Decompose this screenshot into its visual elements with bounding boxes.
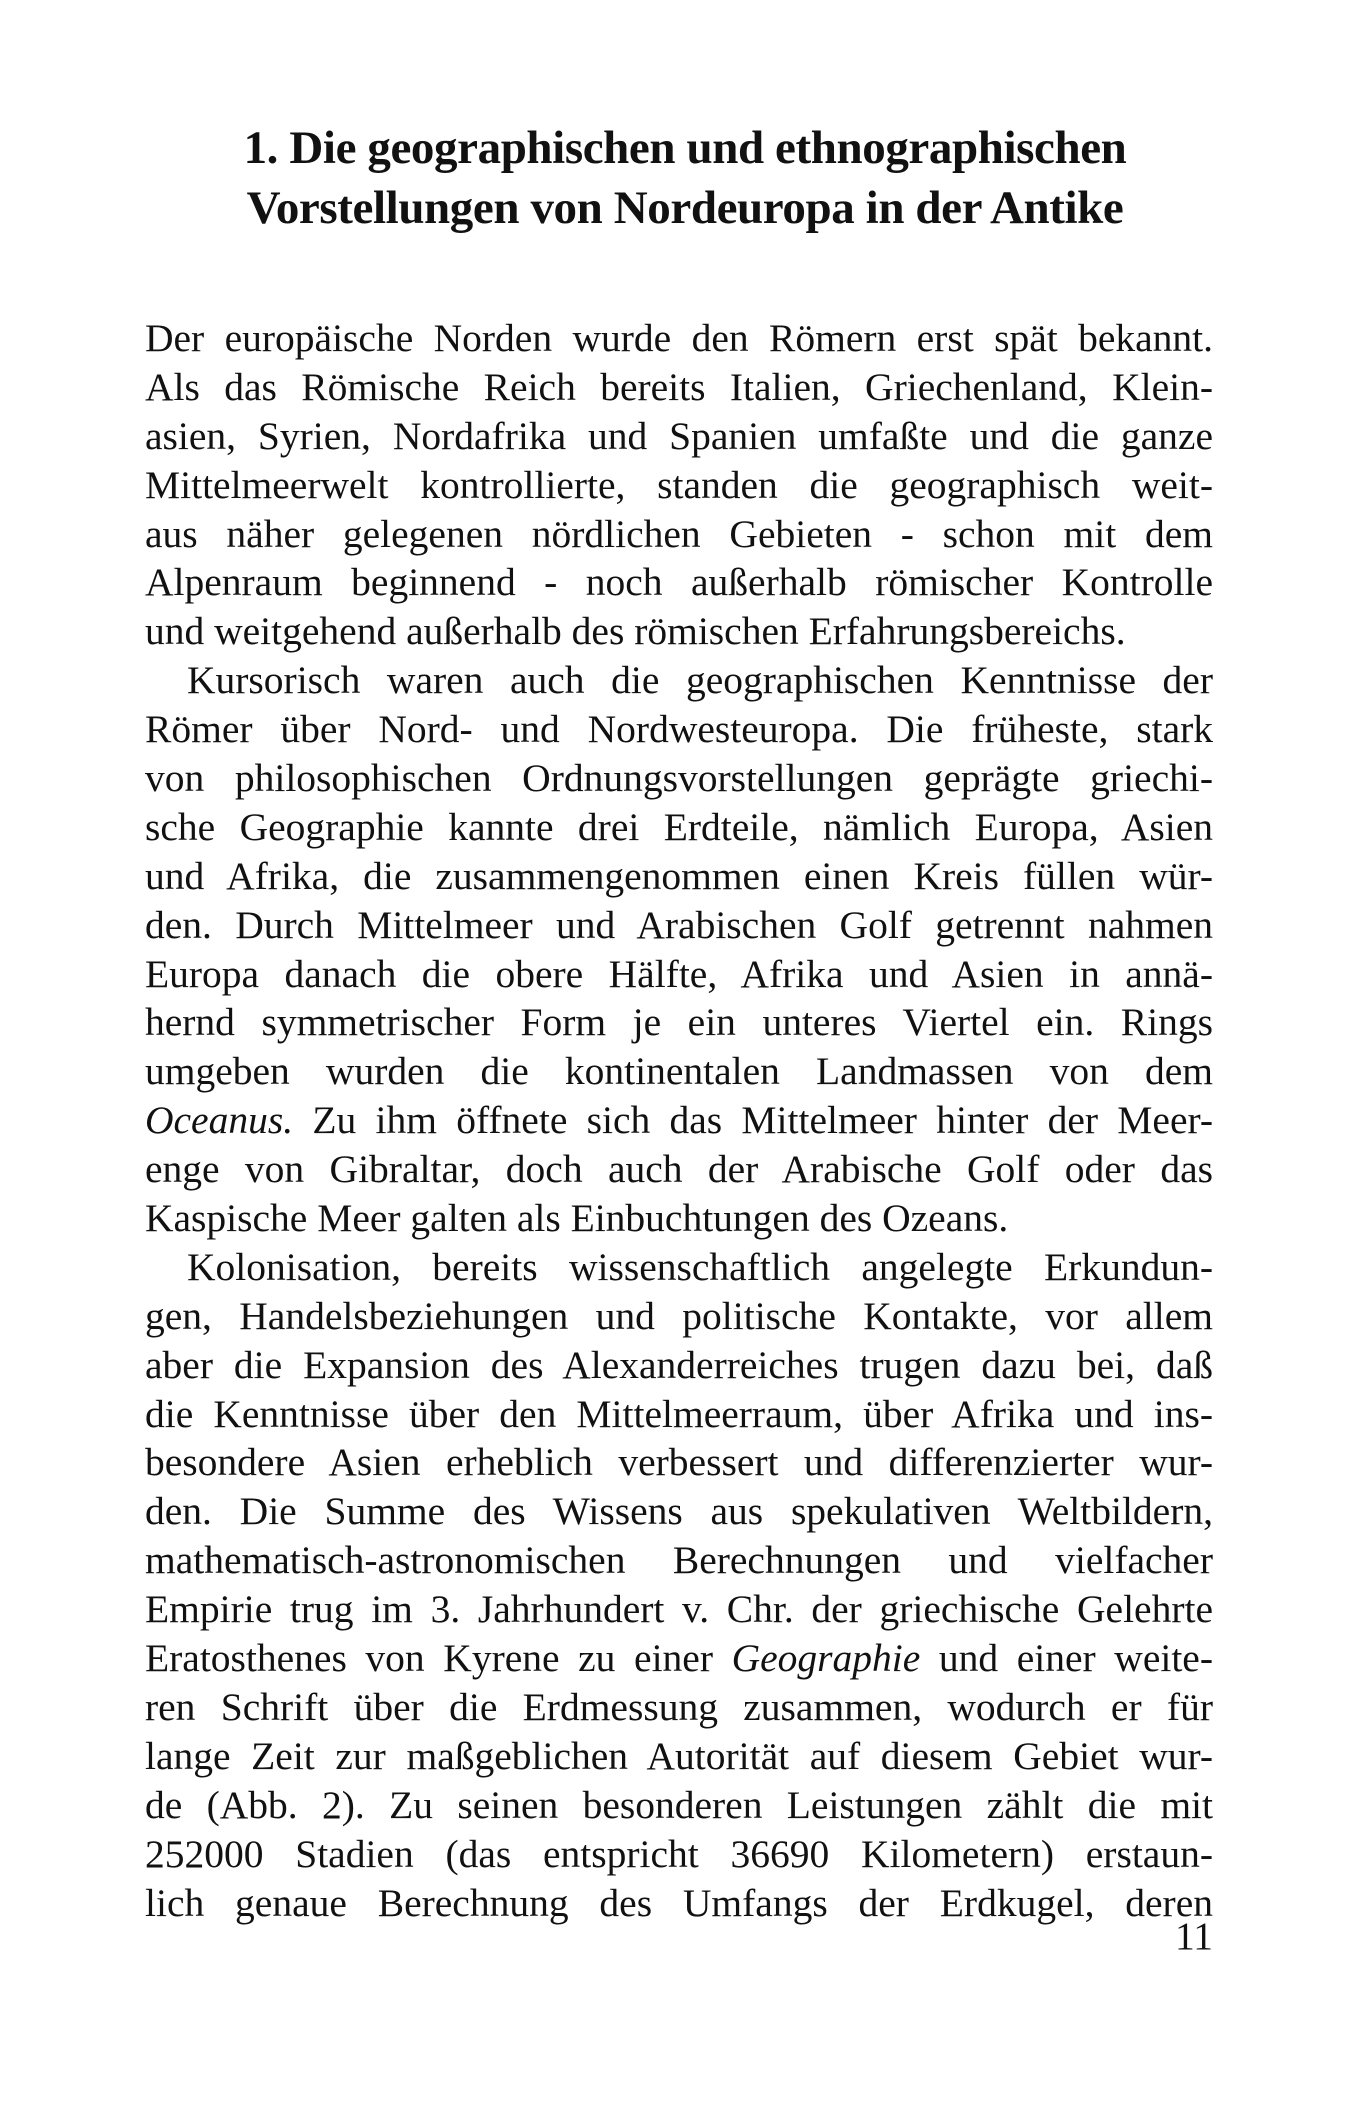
text-line: lich genaue Berechnung des Umfangs der Erdkugel, deren: [145, 1880, 1213, 1925]
text-line: hernd symmetrischer Form je ein unteres Viertel ein. Rings: [145, 1000, 1213, 1045]
chapter-heading-line-1: 1. Die geographischen und ethnographischen: [243, 122, 1127, 174]
text-line: Der europäische Norden wurde den Römern erst spät bekannt.: [145, 316, 1213, 360]
text-line: [145, 1634, 1213, 1683]
text-line: umgeben wurden die kontinentalen Landmassen von dem: [145, 1049, 1213, 1094]
chapter-heading-line-2: Vorstellungen von Nordeuropa in der Antike: [246, 182, 1124, 234]
text-line: Als das Römische Reich bereits Italien, Griechenland, Klein-: [145, 364, 1213, 409]
text-line: ren Schrift über die Erdmessung zusammen, wodurch er für: [145, 1684, 1213, 1729]
text-line: sche Geographie kannte drei Erdteile, nämlich Europa, Asien: [145, 804, 1213, 849]
text-line: den. Die Summe des Wissens aus spekulativen Weltbildern,: [145, 1489, 1213, 1534]
text-line: gen, Handelsbeziehungen und politische Kontakte, vor allem: [145, 1293, 1213, 1338]
page-number: 11: [1174, 1914, 1213, 1958]
text-line: Kursorisch waren auch die geographischen Kenntnisse der: [187, 658, 1213, 703]
text-line: aus näher gelegenen nördlichen Gebieten - schon mit dem: [145, 511, 1213, 556]
text-line: und Afrika, die zusammengenommen einen Kreis füllen wür-: [145, 853, 1213, 898]
text-line: asien, Syrien, Nordafrika und Spanien umfaßte und die ganze: [145, 413, 1213, 458]
body-text: [145, 314, 1213, 1927]
text-line: Kaspische Meer galten als Einbuchtungen des Ozeans.: [145, 1196, 1009, 1241]
text-line: mathematisch-astronomischen Berechnungen und vielfacher: [145, 1538, 1213, 1583]
text-line: Empirie trug im 3. Jahrhundert v. Chr. der griechische Gelehrte: [145, 1587, 1213, 1632]
text-line: enge von Gibraltar, doch auch der Arabische Golf oder das: [145, 1147, 1213, 1192]
text-line-start: Eratosthenes von Kyrene zu einer: [145, 1636, 713, 1681]
text-line: aber die Expansion des Alexanderreiches trugen dazu bei, daß: [145, 1342, 1213, 1387]
text-line: den. Durch Mittelmeer und Arabischen Golf getrennt nahmen: [145, 902, 1213, 947]
text-line-rest: Zu ihm öffnete sich das Mittelmeer hinter der Meer-: [312, 1098, 1213, 1143]
text-line: Römer über Nord- und Nordwesteuropa. Die früheste, stark: [145, 707, 1213, 752]
text-line: besondere Asien erheblich verbessert und differenzierter wur-: [145, 1440, 1213, 1485]
text-line: Europa danach die obere Hälfte, Afrika und Asien in annä-: [145, 951, 1213, 996]
italic-term: Oceanus.: [145, 1098, 294, 1143]
text-line-rest: und einer weite-: [938, 1636, 1213, 1681]
text-line: Alpenraum beginnend - noch außerhalb römischer Kontrolle: [145, 560, 1213, 605]
text-line: und weitgehend außerhalb des römischen Erfahrungsbereichs.: [145, 609, 1126, 654]
chapter-heading: [150, 118, 1220, 238]
text-line: Kolonisation, bereits wissenschaftlich angelegte Erkundun-: [187, 1244, 1213, 1289]
text-line: de (Abb. 2). Zu seinen besonderen Leistungen zählt die mit: [145, 1782, 1213, 1827]
text-line: [145, 1096, 1213, 1145]
text-line: die Kenntnisse über den Mittelmeerraum, über Afrika und ins-: [145, 1391, 1213, 1436]
text-line: lange Zeit zur maßgeblichen Autorität auf diesem Gebiet wur-: [145, 1733, 1213, 1778]
italic-term: Geographie: [731, 1636, 921, 1681]
text-line: Mittelmeerwelt kontrollierte, standen die geographisch weit-: [145, 462, 1213, 507]
text-line: von philosophischen Ordnungsvorstellungen geprägte griechi-: [145, 756, 1213, 801]
text-line: 252000 Stadien (das entspricht 36690 Kilometern) erstaun-: [145, 1831, 1213, 1876]
